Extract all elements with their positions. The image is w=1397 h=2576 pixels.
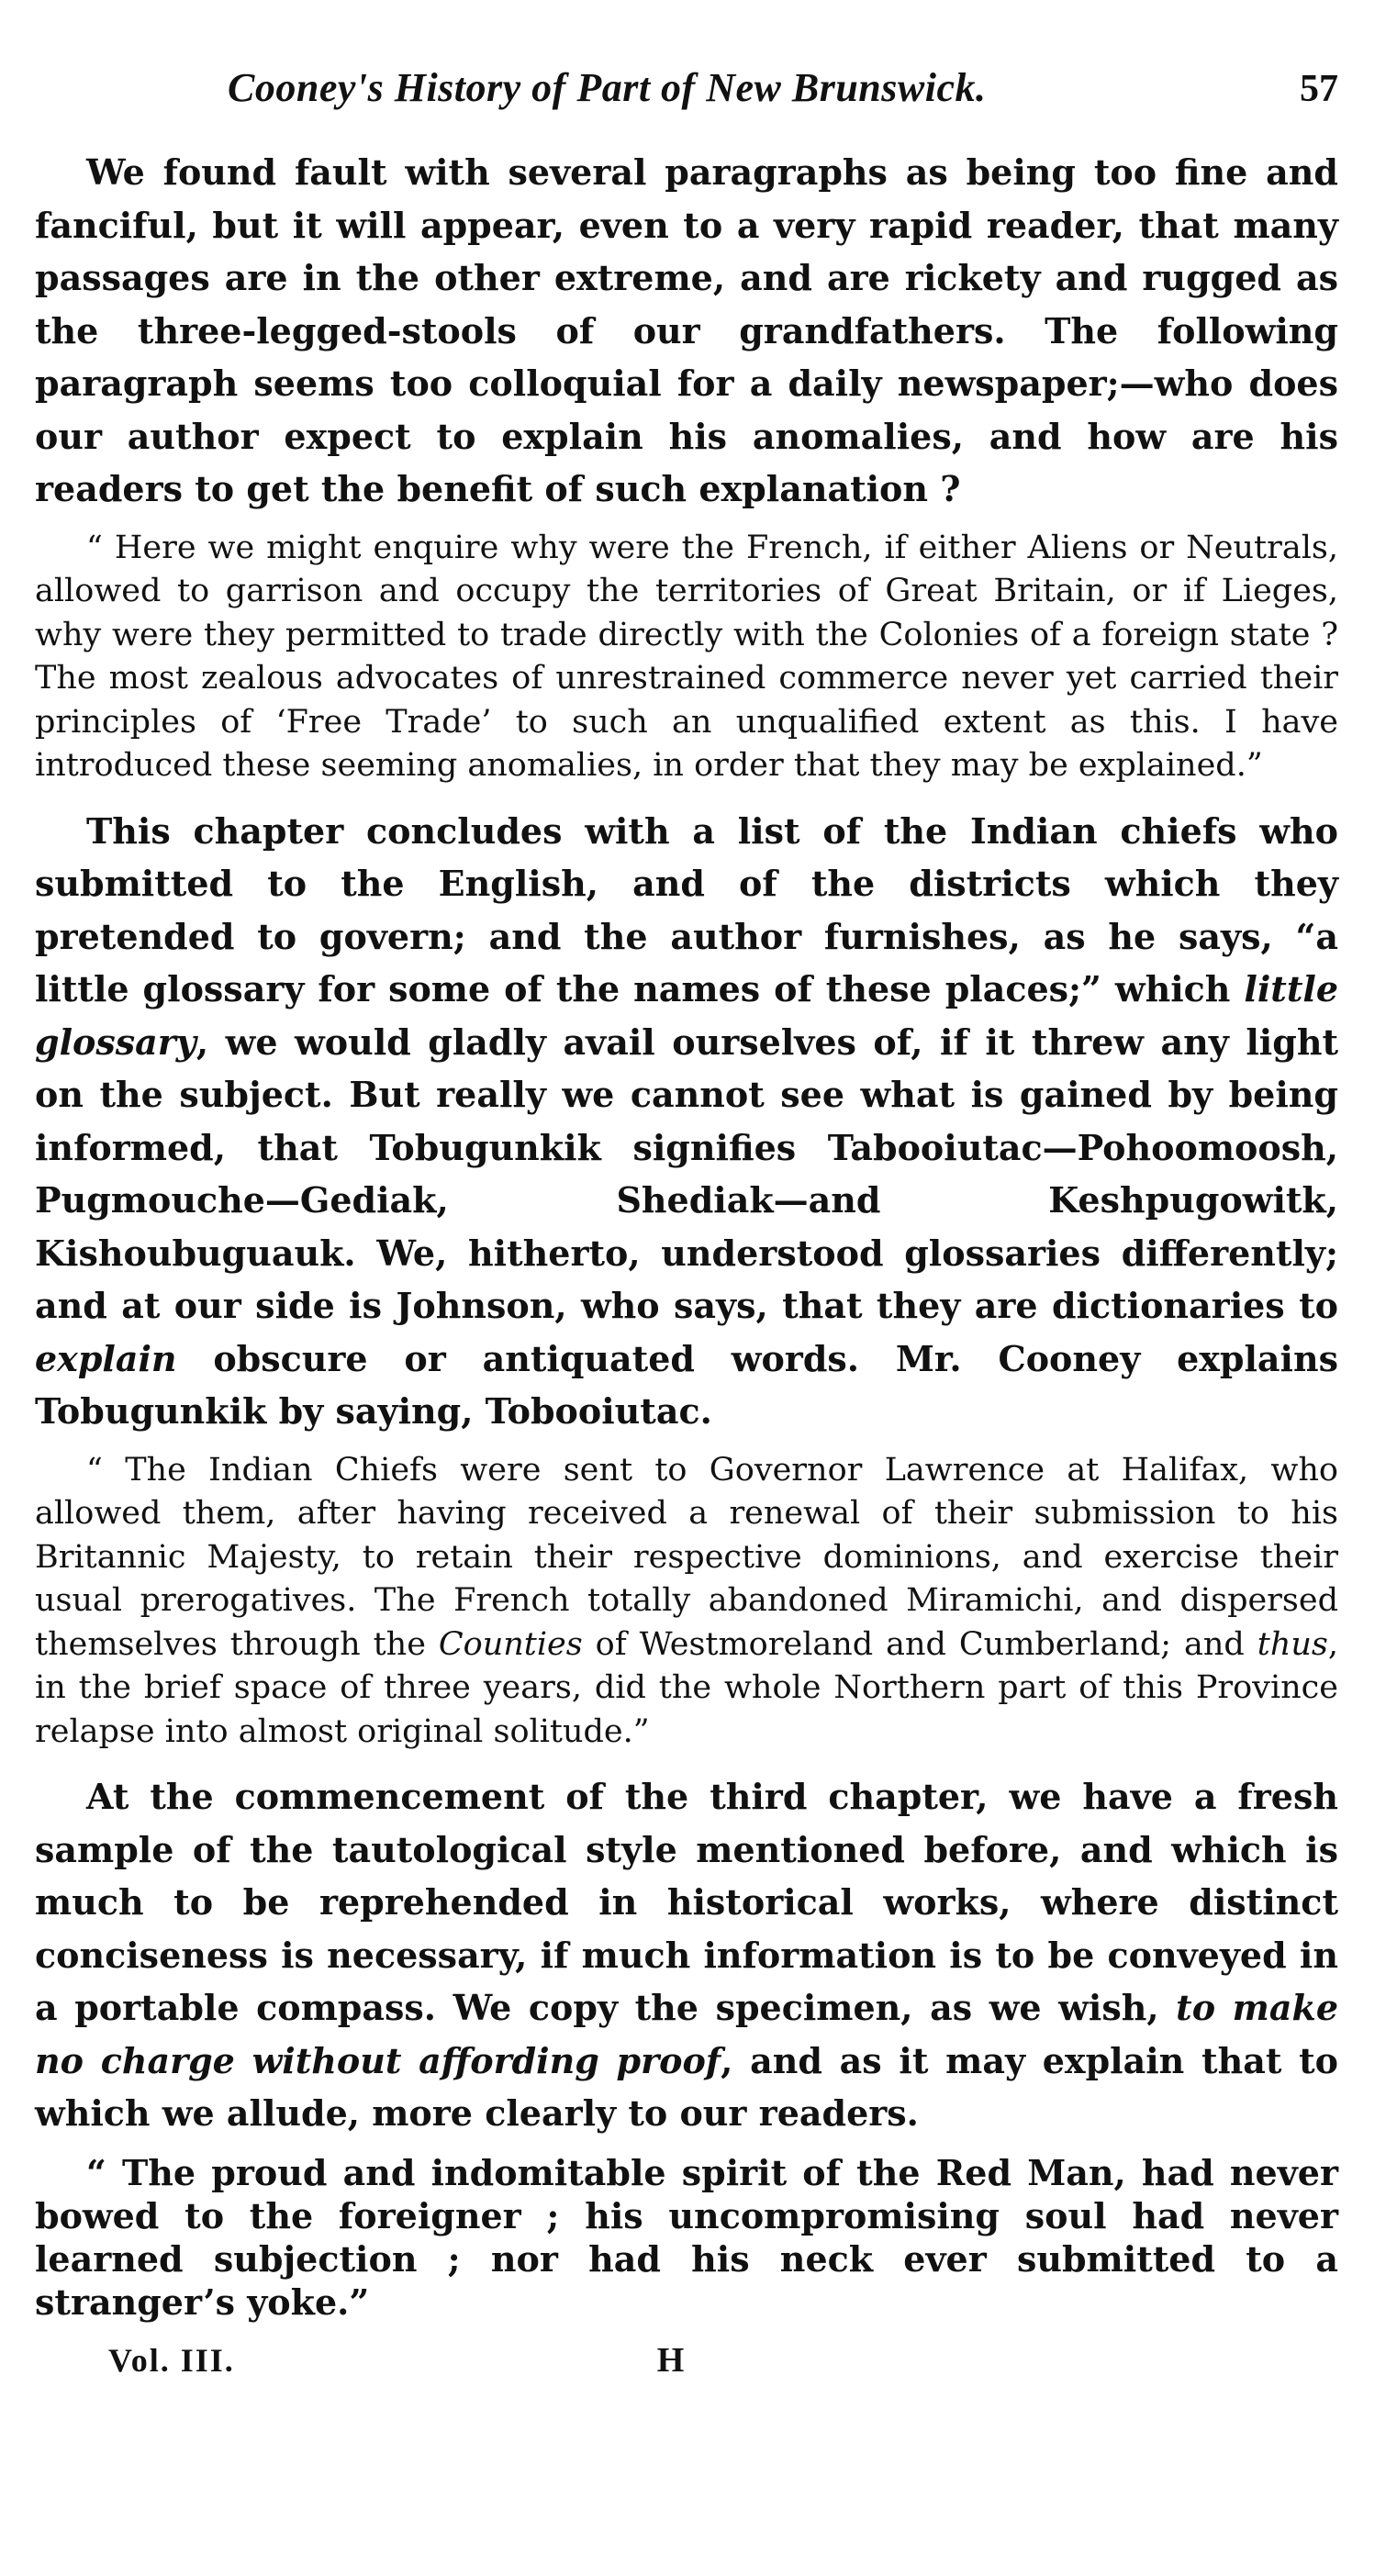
paragraph-2-text-b: , we would gladly avail ourselves of, if it threw any light on the subject. But really we cannot see what is gained by being informed, that Tobugunkik signifies Tabooiutac—Pohoomoosh, Pugmouche—Gediak, Shediak—and Keshpugowitk, Kishoubuguauk. We, hitherto, understood glossaries differently; and at our side is Johnson, who says, that they are dictionaries to bbox=[35, 1020, 1338, 1326]
paragraph-3-italic: to make no charge without affording proof bbox=[35, 1987, 1338, 2081]
paragraph-2-text-a: This chapter concludes with a list of the Indian chiefs who submitted to the English, and of the districts which they pretended to govern; and the author furnishes, as he says, “a little glossary for some of the names of these places;” which bbox=[35, 809, 1338, 1009]
quotation-2-text-a: “ The Indian Chiefs were sent to Governor Lawrence at Halifax, who allowed them, after having received a renewal of their submission to his Britannic Majesty, to retain their respective dominions, and exercise their usual prerogatives. The French totally abandoned Miramichi, and dispersed themselves through the bbox=[35, 1451, 1338, 1663]
document-page bbox=[35, 64, 1338, 2381]
quotation-2 bbox=[35, 1449, 1338, 1755]
paragraph-3-text-a: At the commencement of the third chapter, we have a fresh sample of the tautological style mentioned before, and which is much to be reprehended in historical works, where distinct conciseness is necessary, if much information is to be conveyed in a portable compass. We copy the specimen, as we wish, bbox=[35, 1776, 1338, 2028]
paragraph-3 bbox=[35, 1770, 1338, 2140]
running-head bbox=[35, 64, 1338, 111]
paragraph-2-italic-a: little glossary bbox=[35, 968, 1338, 1063]
paragraph-1: We found fault with several paragraphs as being too fine and fanciful, but it will appear, even to a very rapid reader, that many passages are in the other extreme, and are rickety and rugged as the three-legged-stools of our grandfathers. The following paragraph seems too colloquial for a daily newspaper;—who does our author expect to explain his anomalies, and how are his readers to get the benefit of such explanation ? bbox=[35, 151, 1338, 509]
quotation-2-text-c: , in the brief space of three years, did the whole Northern part of this Province relapse into almost original solitude.” bbox=[35, 1625, 1338, 1750]
quotation-3: “ The proud and indomitable spirit of the Red Man, had never bowed to the foreigner ; his uncompromising soul had never learned subjection ; nor had his neck ever submitted to a stranger’s yoke.” bbox=[35, 2151, 1338, 2323]
quotation-2-text-b: of Westmoreland and Cumberland; and bbox=[582, 1625, 1257, 1663]
paragraph-2-text-c: obscure or antiquated words. Mr. Cooney explains Tobugunkik by saying, Tobooiutac. bbox=[35, 1337, 1338, 1432]
paragraph-3-text-b: , and as it may explain that to which we allude, more clearly to our readers. bbox=[35, 2039, 1338, 2134]
paragraph-2-italic-b: explain bbox=[35, 1337, 177, 1379]
signature-mark: H bbox=[656, 2340, 685, 2380]
quotation-2-italic-a: Counties bbox=[438, 1625, 583, 1663]
page-number: 57 bbox=[1300, 68, 1338, 110]
running-title: Cooney's History of Part of New Brunswick. bbox=[228, 65, 987, 110]
quotation-2-italic-b: thus bbox=[1257, 1625, 1328, 1663]
volume-marker: Vol. III. bbox=[108, 2341, 235, 2379]
quotation-1: “ Here we might enquire why were the French, if either Aliens or Neutrals, allowed to garrison and occupy the territories of Great Britain, or if Lieges, why were they permitted to trade directly with the Colonies of a foreign state ? The most zealous advocates of unrestrained commerce never yet carried their principles of ‘Free Trade’ to such an unqualified extent as this. I have introduced these seeming anomalies, in order that they may be explained.” bbox=[35, 529, 1338, 784]
page-footer bbox=[35, 2340, 1338, 2381]
paragraph-2 bbox=[35, 805, 1338, 1438]
